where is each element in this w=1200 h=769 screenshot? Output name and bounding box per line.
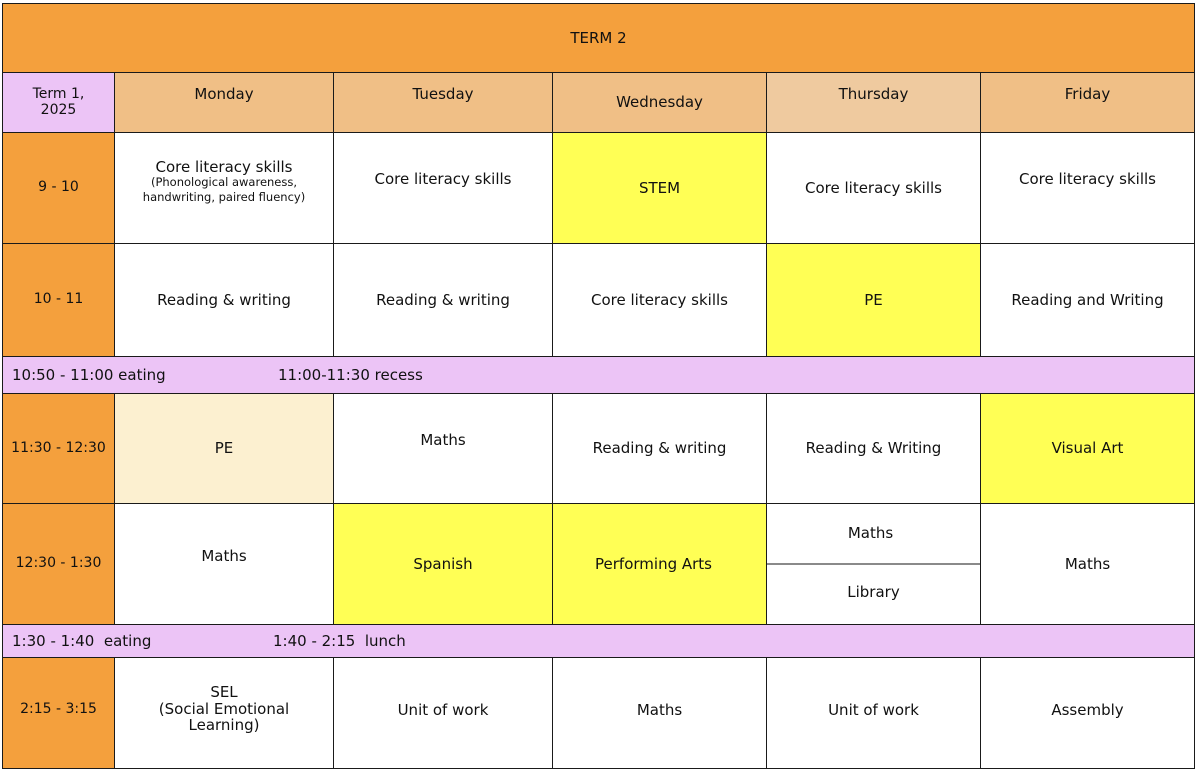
break-row bbox=[2, 624, 1195, 658]
time-slot: 10 - 11 bbox=[2, 243, 115, 357]
day-header-tuesday: Tuesday bbox=[333, 72, 553, 133]
lesson-cell: STEM bbox=[552, 132, 767, 244]
lesson-cell: Unit of work bbox=[766, 657, 981, 769]
break-recess-label: 11:00-11:30 recess bbox=[278, 365, 423, 384]
lesson-cell: PE bbox=[766, 243, 981, 357]
lesson-cell: Maths bbox=[552, 657, 767, 769]
lesson-cell: Core literacy skills bbox=[552, 243, 767, 357]
lesson-cell bbox=[114, 132, 334, 244]
time-slot: 9 - 10 bbox=[2, 132, 115, 244]
corner-term-label bbox=[2, 72, 115, 133]
time-slot: 12:30 - 1:30 bbox=[2, 503, 115, 625]
lesson-cell: Reading & Writing bbox=[766, 393, 981, 504]
break-eating-label: 1:30 - 1:40 eating bbox=[12, 631, 152, 650]
lesson-cell: Reading & writing bbox=[552, 393, 767, 504]
break-lunch-label: 1:40 - 2:15 lunch bbox=[273, 631, 406, 650]
lesson-cell: Performing Arts bbox=[552, 503, 767, 625]
lesson-cell: Core literacy skills bbox=[980, 132, 1195, 244]
day-header-monday: Monday bbox=[114, 72, 334, 133]
lesson-cell: Maths bbox=[980, 503, 1195, 625]
lesson-subtitle-line-2: Learning) bbox=[188, 716, 260, 735]
lesson-title: Core literacy skills bbox=[155, 157, 293, 176]
lesson-cell bbox=[114, 657, 334, 769]
split-bottom-lesson: Library bbox=[847, 583, 900, 602]
time-slot: 11:30 - 12:30 bbox=[2, 393, 115, 504]
day-header-thursday: Thursday bbox=[766, 72, 981, 133]
lesson-cell: Core literacy skills bbox=[333, 132, 553, 244]
lesson-cell: Reading and Writing bbox=[980, 243, 1195, 357]
split-top-lesson: Maths bbox=[847, 524, 894, 543]
day-header-wednesday: Wednesday bbox=[552, 72, 767, 133]
corner-line-2: 2025 bbox=[40, 101, 77, 118]
split-lesson-cell bbox=[766, 503, 981, 625]
lesson-cell: Core literacy skills bbox=[766, 132, 981, 244]
lesson-cell: Assembly bbox=[980, 657, 1195, 769]
lesson-cell: PE bbox=[114, 393, 334, 504]
lesson-cell: Reading & writing bbox=[114, 243, 334, 357]
lesson-cell: Maths bbox=[114, 503, 334, 625]
break-row bbox=[2, 356, 1195, 394]
lesson-cell: Reading & writing bbox=[333, 243, 553, 357]
break-eating-label: 10:50 - 11:00 eating bbox=[12, 365, 166, 384]
lesson-subtitle-line-2: handwriting, paired fluency) bbox=[142, 190, 306, 205]
day-header-friday: Friday bbox=[980, 72, 1195, 133]
lesson-cell: Maths bbox=[333, 393, 553, 504]
lesson-subtitle-line-1: (Social Emotional bbox=[158, 699, 290, 718]
lesson-title: SEL bbox=[210, 683, 238, 702]
lesson-cell: Visual Art bbox=[980, 393, 1195, 504]
corner-line-1: Term 1, bbox=[32, 86, 85, 103]
lesson-cell: Unit of work bbox=[333, 657, 553, 769]
lesson-cell: Spanish bbox=[333, 503, 553, 625]
lesson-subtitle-line-1: (Phonological awareness, bbox=[150, 175, 298, 190]
time-slot: 2:15 - 3:15 bbox=[2, 657, 115, 769]
term-title: TERM 2 bbox=[2, 3, 1195, 73]
